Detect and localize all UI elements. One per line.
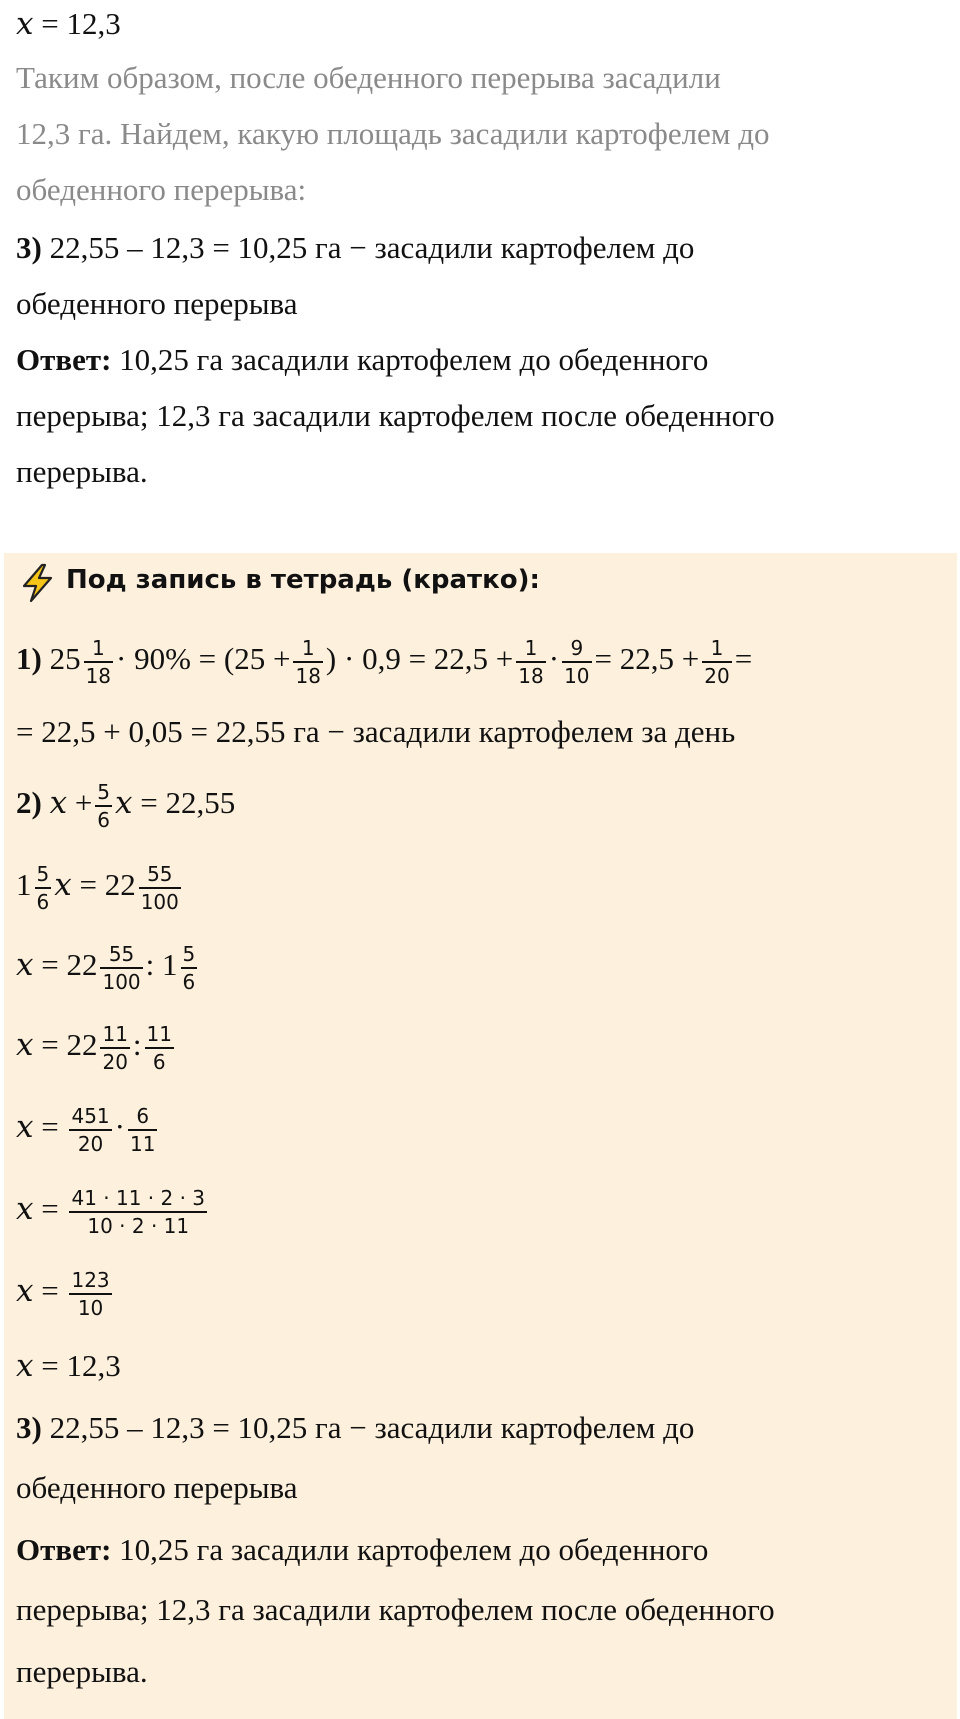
denominator: 100	[140, 890, 179, 914]
equals-sign: =	[33, 1273, 59, 1309]
step-1-part-b: · 90% = (25 +	[116, 641, 291, 677]
step-1-line	[16, 636, 752, 688]
step-3-continuation: обеденного перерыва	[16, 286, 298, 321]
denominator: 100	[102, 970, 141, 994]
whole-part: 22	[66, 1027, 98, 1063]
denominator: 6	[182, 970, 196, 994]
step-1-part-e: =	[734, 641, 753, 677]
step-1-continuation: = 22,5 + 0,05 = 22,55 га − засадили картофелем за день	[16, 714, 736, 749]
denominator: 18	[85, 664, 112, 688]
denominator: 20	[102, 1050, 128, 1074]
denominator: 6	[36, 890, 50, 914]
step-1-part-c: ) · 0,9 = 22,5 +	[325, 641, 514, 677]
step-3-label: 3)	[16, 1410, 42, 1445]
denominator: 20	[704, 664, 730, 688]
denominator: 18	[295, 664, 321, 688]
box-answer-line	[16, 1530, 708, 1570]
numerator: 6	[128, 1104, 157, 1131]
plus-sign: +	[67, 785, 93, 821]
divide-sign: :	[132, 1027, 142, 1063]
numerator: 123	[69, 1268, 111, 1295]
numerator: 1	[293, 636, 322, 663]
fraction-9-10	[562, 636, 591, 688]
denominator: 11	[129, 1132, 156, 1156]
numerator: 5	[181, 942, 198, 969]
step-2-line	[16, 780, 235, 832]
equation-multiply	[16, 1104, 160, 1156]
step-3-text: 22,55 – 12,3 = 10,25 га − засадили картофелем до	[41, 230, 695, 265]
numerator: 41 · 11 · 2 · 3	[69, 1186, 207, 1213]
variable-x: x	[54, 867, 72, 904]
numerator: 5	[35, 862, 52, 889]
equation-divide-1	[16, 942, 200, 994]
equals-sign: =	[71, 867, 97, 903]
step-3-text: 22,55 – 12,3 = 10,25 га − засадили картофелем до	[41, 1410, 695, 1445]
fraction-1-18	[293, 636, 322, 688]
numerator: 5	[95, 780, 112, 807]
equation-divide-2	[16, 1022, 177, 1074]
fraction-product	[69, 1186, 207, 1238]
denominator: 6	[97, 808, 111, 832]
fraction-55-100	[100, 942, 142, 994]
answer-text: 10,25 га засадили картофелем до обеденного	[111, 342, 709, 377]
whole-part: 1	[16, 867, 32, 903]
variable-x: x	[16, 1348, 34, 1384]
box-title: Под запись в тетрадь (кратко):	[66, 565, 540, 595]
variable-x: x	[16, 1191, 34, 1228]
fraction-5-6	[35, 862, 52, 914]
denominator: 10	[77, 1296, 104, 1320]
fraction-123-10	[69, 1268, 111, 1320]
whole-part: 22	[104, 867, 136, 903]
variable-x: x	[16, 1027, 34, 1064]
equation-final	[16, 1346, 121, 1386]
step-1-label: 1)	[16, 641, 42, 677]
box-step-3-continuation: обеденного перерыва	[16, 1470, 298, 1505]
equation-rhs: = 22,55	[132, 785, 236, 821]
equation-product	[16, 1186, 210, 1238]
explanation-line-3: обеденного перерыва:	[16, 172, 307, 207]
answer-line	[16, 340, 708, 380]
answer-label: Ответ:	[16, 1532, 112, 1567]
equation-value: = 12,3	[33, 1348, 121, 1383]
variable-x: x	[16, 1273, 34, 1310]
step-1-part-a: 25	[41, 641, 81, 677]
numerator: 1	[84, 636, 113, 663]
explanation-line-1: Таким образом, после обеденного перерыва засадили	[16, 60, 721, 95]
denominator: 18	[518, 664, 544, 688]
variable-x: x	[115, 785, 133, 822]
numerator: 55	[139, 862, 181, 889]
step-3-label: 3)	[16, 230, 42, 265]
numerator: 55	[100, 942, 142, 969]
fraction-55-100	[139, 862, 181, 914]
multiply-dot: ·	[548, 641, 560, 677]
denominator: 10	[564, 664, 590, 688]
step-1-part-d: = 22,5 +	[594, 641, 700, 677]
numerator: 1	[516, 636, 545, 663]
fraction-5-6	[181, 942, 198, 994]
answer-text: 10,25 га засадили картофелем до обеденного	[111, 1532, 709, 1567]
answer-continuation-1: перерыва; 12,3 га засадили картофелем после обеденного	[16, 398, 775, 433]
numerator: 11	[145, 1022, 174, 1049]
equation-mixed-1	[16, 862, 184, 914]
step-3-line	[16, 228, 694, 268]
denominator: 20	[77, 1132, 104, 1156]
fraction-6-11	[128, 1104, 157, 1156]
variable-x: x	[16, 1109, 34, 1146]
numerator: 1	[702, 636, 731, 663]
numerator: 9	[562, 636, 591, 663]
fraction-11-20	[100, 1022, 129, 1074]
divide-one: : 1	[145, 947, 178, 983]
step-2-label: 2)	[16, 785, 42, 821]
fraction-11-6	[145, 1022, 174, 1074]
box-answer-continuation-2: перерыва.	[16, 1654, 148, 1689]
equals-sign: =	[33, 1027, 59, 1063]
lightning-icon	[18, 563, 58, 603]
fraction-451-20	[69, 1104, 111, 1156]
answer-continuation-2: перерыва.	[16, 454, 148, 489]
whole-part: 22	[66, 947, 98, 983]
explanation-line-2: 12,3 га. Найдем, какую площадь засадили картофелем до	[16, 116, 770, 151]
variable-x: x	[49, 785, 68, 822]
fraction-5-6	[95, 780, 112, 832]
denominator: 10 · 2 · 11	[87, 1214, 190, 1238]
equation-simplified	[16, 1268, 115, 1320]
numerator: 11	[100, 1022, 129, 1049]
variable-x: x	[16, 947, 34, 984]
equation-value: = 12,3	[33, 6, 121, 41]
equals-sign: =	[33, 947, 59, 983]
denominator: 6	[152, 1050, 166, 1074]
equals-sign: =	[33, 1109, 59, 1145]
multiply-dot: ·	[114, 1109, 125, 1145]
fraction-1-20	[702, 636, 731, 688]
answer-label: Ответ:	[16, 342, 112, 377]
box-answer-continuation-1: перерыва; 12,3 га засадили картофелем после обеденного	[16, 1592, 775, 1627]
box-step-3-line	[16, 1408, 694, 1448]
numerator: 451	[69, 1104, 111, 1131]
fraction-1-18	[516, 636, 545, 688]
equals-sign: =	[33, 1191, 59, 1227]
variable-x: x	[16, 6, 34, 42]
equation-x-result	[16, 4, 121, 44]
fraction-1-18	[84, 636, 113, 688]
